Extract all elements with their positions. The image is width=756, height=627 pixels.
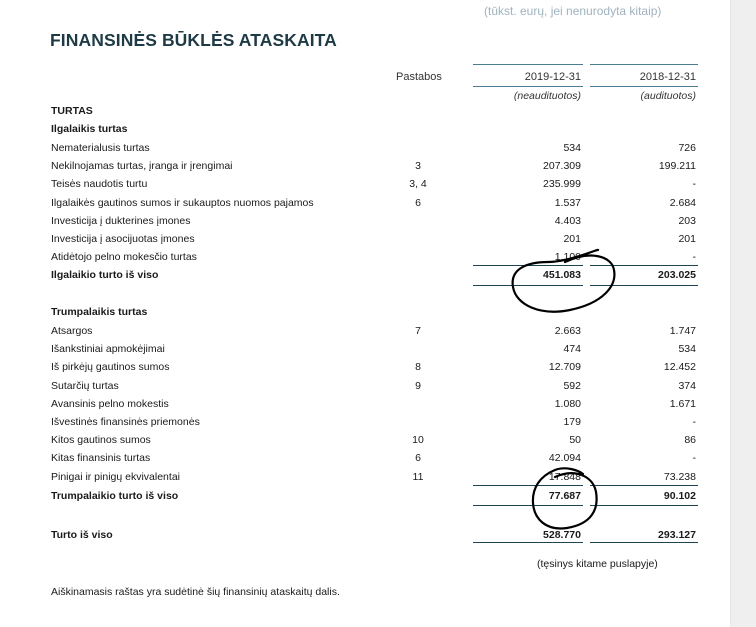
section-assets: TURTAS — [51, 105, 93, 117]
row-value-2018: 201 — [678, 233, 696, 245]
continue-note: (tęsinys kitame puslapyje) — [537, 558, 658, 570]
table-row — [0, 325, 730, 343]
col2-header: 2018-12-31 — [639, 71, 696, 83]
table-row — [0, 178, 730, 196]
table-row — [0, 434, 730, 452]
row-label: Kitos gautinos sumos — [51, 434, 151, 447]
row-value-2018: - — [692, 251, 696, 264]
noncurrent-total-underline-2 — [590, 285, 698, 286]
table-row — [0, 398, 730, 416]
row-label: Nematerialusis turtas — [51, 142, 150, 154]
row-note: 11 — [412, 470, 424, 483]
table-row — [0, 251, 730, 269]
row-label: Išankstiniai apmokėjimai — [51, 343, 165, 356]
row-value-2018: 199.211 — [658, 160, 696, 173]
vertical-scrollbar[interactable] — [730, 0, 756, 627]
row-value-2019: 1.080 — [554, 397, 581, 410]
row-value-2019: 1.100 — [554, 251, 581, 264]
current-subtotal-line-1 — [473, 485, 583, 486]
table-row — [0, 160, 730, 178]
col1-header-line — [473, 64, 583, 65]
row-value-2019: 474 — [563, 343, 581, 356]
row-value-2018: - — [692, 416, 696, 428]
col2-audit-status: (audituotos) — [640, 90, 696, 102]
row-note: 6 — [415, 196, 421, 209]
col1-audit-status: (neaudituotos) — [513, 90, 581, 102]
row-value-2018: 12.452 — [663, 361, 696, 374]
grand-total-underline-2 — [590, 542, 698, 543]
row-value-2019: 17.848 — [548, 470, 581, 483]
col2-header-line — [590, 64, 698, 65]
row-note: 6 — [415, 452, 421, 465]
table-row — [0, 380, 730, 398]
noncurrent-subtotal-line-1 — [473, 265, 583, 266]
table-row — [0, 215, 730, 233]
row-label: Pinigai ir pinigų ekvivalentai — [51, 470, 180, 483]
col1-date-underline — [473, 86, 583, 87]
row-label: Išvestinės finansinės priemonės — [51, 416, 200, 428]
table-row — [0, 416, 730, 434]
row-note: 9 — [415, 379, 421, 392]
row-value-2019: 207.309 — [543, 160, 581, 173]
row-value-2019: 592 — [563, 379, 581, 392]
grand-total-row: Turto iš viso 528.770 293.127 — [51, 529, 696, 541]
row-note: 3 — [415, 160, 421, 173]
row-label: Atidėtojo pelno mokesčio turtas — [51, 251, 197, 264]
row-value-2019: 201 — [563, 233, 581, 245]
row-label: Investicija į dukterines įmones — [51, 214, 191, 227]
row-value-2019: 2.663 — [554, 325, 581, 337]
page-title: FINANSINĖS BŪKLĖS ATASKAITA — [50, 30, 337, 50]
row-value-2018: 534 — [678, 343, 696, 356]
row-value-2018: 73.238 — [663, 470, 696, 483]
table-row — [0, 452, 730, 470]
row-note: 3, 4 — [409, 178, 427, 191]
row-label: Teisės naudotis turtu — [51, 178, 148, 191]
row-value-2019: 534 — [563, 142, 581, 154]
table-row — [0, 233, 730, 251]
row-value-2018: 86 — [684, 434, 696, 447]
row-note: 10 — [412, 434, 424, 447]
row-label: Sutarčių turtas — [51, 379, 119, 392]
grand-total-underline-1 — [473, 542, 583, 543]
row-value-2019: 1.537 — [554, 196, 581, 209]
row-label: Nekilnojamas turtas, įranga ir įrengimai — [51, 160, 233, 173]
row-label: Kitas finansinis turtas — [51, 452, 151, 465]
row-note: 8 — [415, 361, 421, 374]
row-note: 7 — [415, 325, 421, 337]
row-label: Atsargos — [51, 325, 93, 337]
row-value-2018: 203 — [678, 214, 696, 227]
noncurrent-total-underline-1 — [473, 285, 583, 286]
row-value-2019: 235.999 — [543, 178, 581, 191]
current-subtotal-line-2 — [590, 485, 698, 486]
row-value-2019: 179 — [563, 416, 581, 428]
row-value-2018: - — [692, 452, 696, 465]
col2-date-underline — [590, 86, 698, 87]
row-value-2018: 374 — [678, 379, 696, 392]
row-label: Avansinis pelno mokestis — [51, 397, 169, 410]
col1-header: 2019-12-31 — [524, 71, 581, 83]
table-row — [0, 197, 730, 215]
current-total-underline-1 — [473, 505, 583, 506]
row-label: Ilgalaikės gautinos sumos ir sukauptos nuomos pajamos — [51, 196, 314, 209]
row-value-2018: - — [692, 178, 696, 191]
row-value-2018: 1.747 — [669, 325, 696, 337]
row-value-2018: 2.684 — [669, 196, 696, 209]
section-current: Trumpalaikis turtas — [51, 306, 148, 318]
table-row — [0, 343, 730, 361]
units-note: (tūkst. eurų, jei nenurodyta kitaip) — [484, 4, 662, 18]
notes-column-header: Pastabos — [396, 71, 442, 83]
current-total-row: Trumpalaikio turto iš viso 77.687 90.102 — [51, 490, 696, 502]
row-value-2019: 12.709 — [548, 361, 581, 374]
row-value-2019: 4.403 — [554, 214, 581, 227]
table-row — [0, 361, 730, 379]
row-value-2019: 42.094 — [548, 452, 581, 465]
scrollbar-thumb[interactable] — [730, 0, 756, 627]
row-value-2018: 1.671 — [669, 397, 696, 410]
table-row — [0, 142, 730, 160]
noncurrent-total-row: Ilgalaikio turto iš viso 451.083 203.025 — [51, 269, 696, 281]
row-label: Iš pirkėjų gautinos sumos — [51, 361, 170, 374]
row-value-2018: 726 — [678, 142, 696, 154]
row-label: Investicija į asocijuotas įmones — [51, 233, 195, 245]
noncurrent-subtotal-line-2 — [590, 265, 698, 266]
current-total-underline-2 — [590, 505, 698, 506]
section-noncurrent: Ilgalaikis turtas — [51, 123, 128, 135]
footer-note: Aiškinamasis raštas yra sudėtinė šių finansinių ataskaitų dalis. — [51, 586, 340, 598]
row-value-2019: 50 — [569, 434, 581, 447]
